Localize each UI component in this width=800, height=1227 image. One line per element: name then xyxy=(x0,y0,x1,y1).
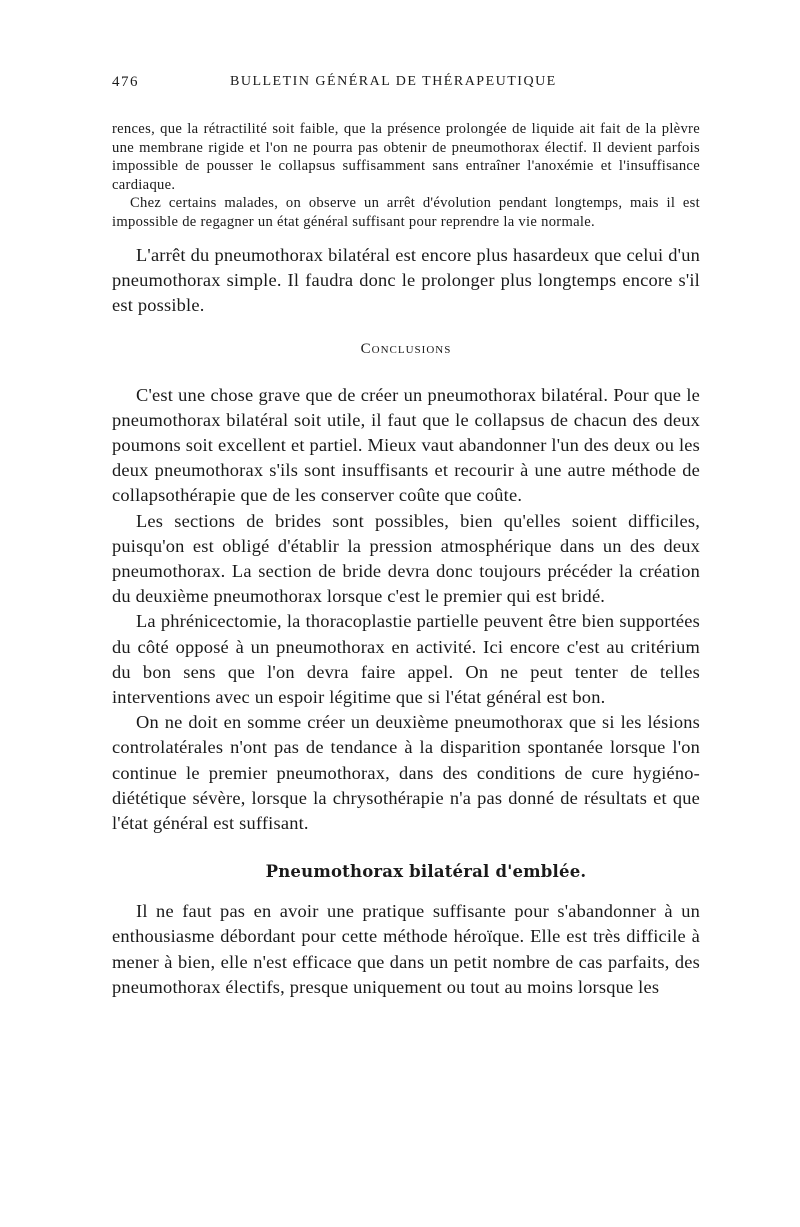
small-paragraph: Chez certains malades, on observe un arrêt d'évolution pendant longtemps, mais il est impossible de regagner un état général suffisant pour reprendre la vie normale. xyxy=(112,195,700,230)
body-text-block xyxy=(112,243,700,319)
small-paragraph: rences, que la rétractilité soit faible, que la présence prolongée de liquide ait fait de la plèvre une membrane rigide et l'on ne pourra pas obtenir de pneumothorax électif. Il devient parfois impossible de pousser le collapsus suffisamment sans entraîner l'anoxémie et l'insuffisance cardiaque. xyxy=(112,121,700,193)
conclusion-paragraph: C'est une chose grave que de créer un pneumothorax bilatéral. Pour que le pneumothorax bilatéral soit utile, il faut que le collapsus de chacun des deux poumons soit excellent et partiel. Mieux vaut abandonner l'un des deux ou les deux pneumothorax s'ils sont insuffisants et recourir à une autre méthode de collapsothérapie que de les conserver coûte que coûte. xyxy=(112,384,700,506)
conclusion-paragraph: La phrénicectomie, la thoracoplastie partielle peuvent être bien supportées du côté opposé à un pneumothorax en activité. Ici encore c'est au critérium du bon sens que l'on devra faire appel. On ne peut tenter de telles interventions avec un espoir légitime que si l'état général est bon. xyxy=(112,611,700,708)
journal-title: BULLETIN GÉNÉRAL DE THÉRAPEUTIQUE xyxy=(230,74,557,89)
conclusion-paragraph: Les sections de brides sont possibles, bien qu'elles soient difficiles, puisqu'on est obligé d'établir la pression atmosphérique dans un des deux pneumothorax. La section de bride devra donc toujours précéder la création du deuxième pneumothorax lorsque c'est le premier qui est bridé. xyxy=(112,510,700,607)
emblee-paragraph: Il ne faut pas en avoir une pratique suffisante pour s'abandonner à un enthousiasme débordant pour cette méthode héroïque. Elle est très difficile à mener à bien, elle n'est efficace que dans un petit nombre de cas parfaits, des pneumothorax électifs, presque uniquement ou tout au moins lorsque les xyxy=(112,901,700,997)
conclusion-paragraph: On ne doit en somme créer un deuxième pneumothorax que si les lésions controlatérales n'ont pas de tendance à la disparition spontanée lorsque l'on continue le premier pneumothorax, dans des conditions de cure hygiéno-diététique sévère, lorsque la chrysothérapie n'a pas donné de résultats et que l'état général est suffisant. xyxy=(112,712,700,834)
page-number: 476 xyxy=(112,74,139,90)
sub-heading-emblee: Pneumothorax bilatéral d'emblée. xyxy=(265,862,587,882)
small-print-block xyxy=(112,120,700,231)
section-heading-conclusions: Conclusions xyxy=(360,340,452,357)
document-page xyxy=(112,74,700,1000)
emblee-body xyxy=(112,899,700,1000)
paragraph-arret: L'arrêt du pneumothorax bilatéral est encore plus hasardeux que celui d'un pneumothorax simple. Il faudra donc le prolonger plus longtemps encore s'il est possible. xyxy=(112,245,700,316)
running-head xyxy=(112,74,700,98)
conclusions-body xyxy=(112,383,700,837)
